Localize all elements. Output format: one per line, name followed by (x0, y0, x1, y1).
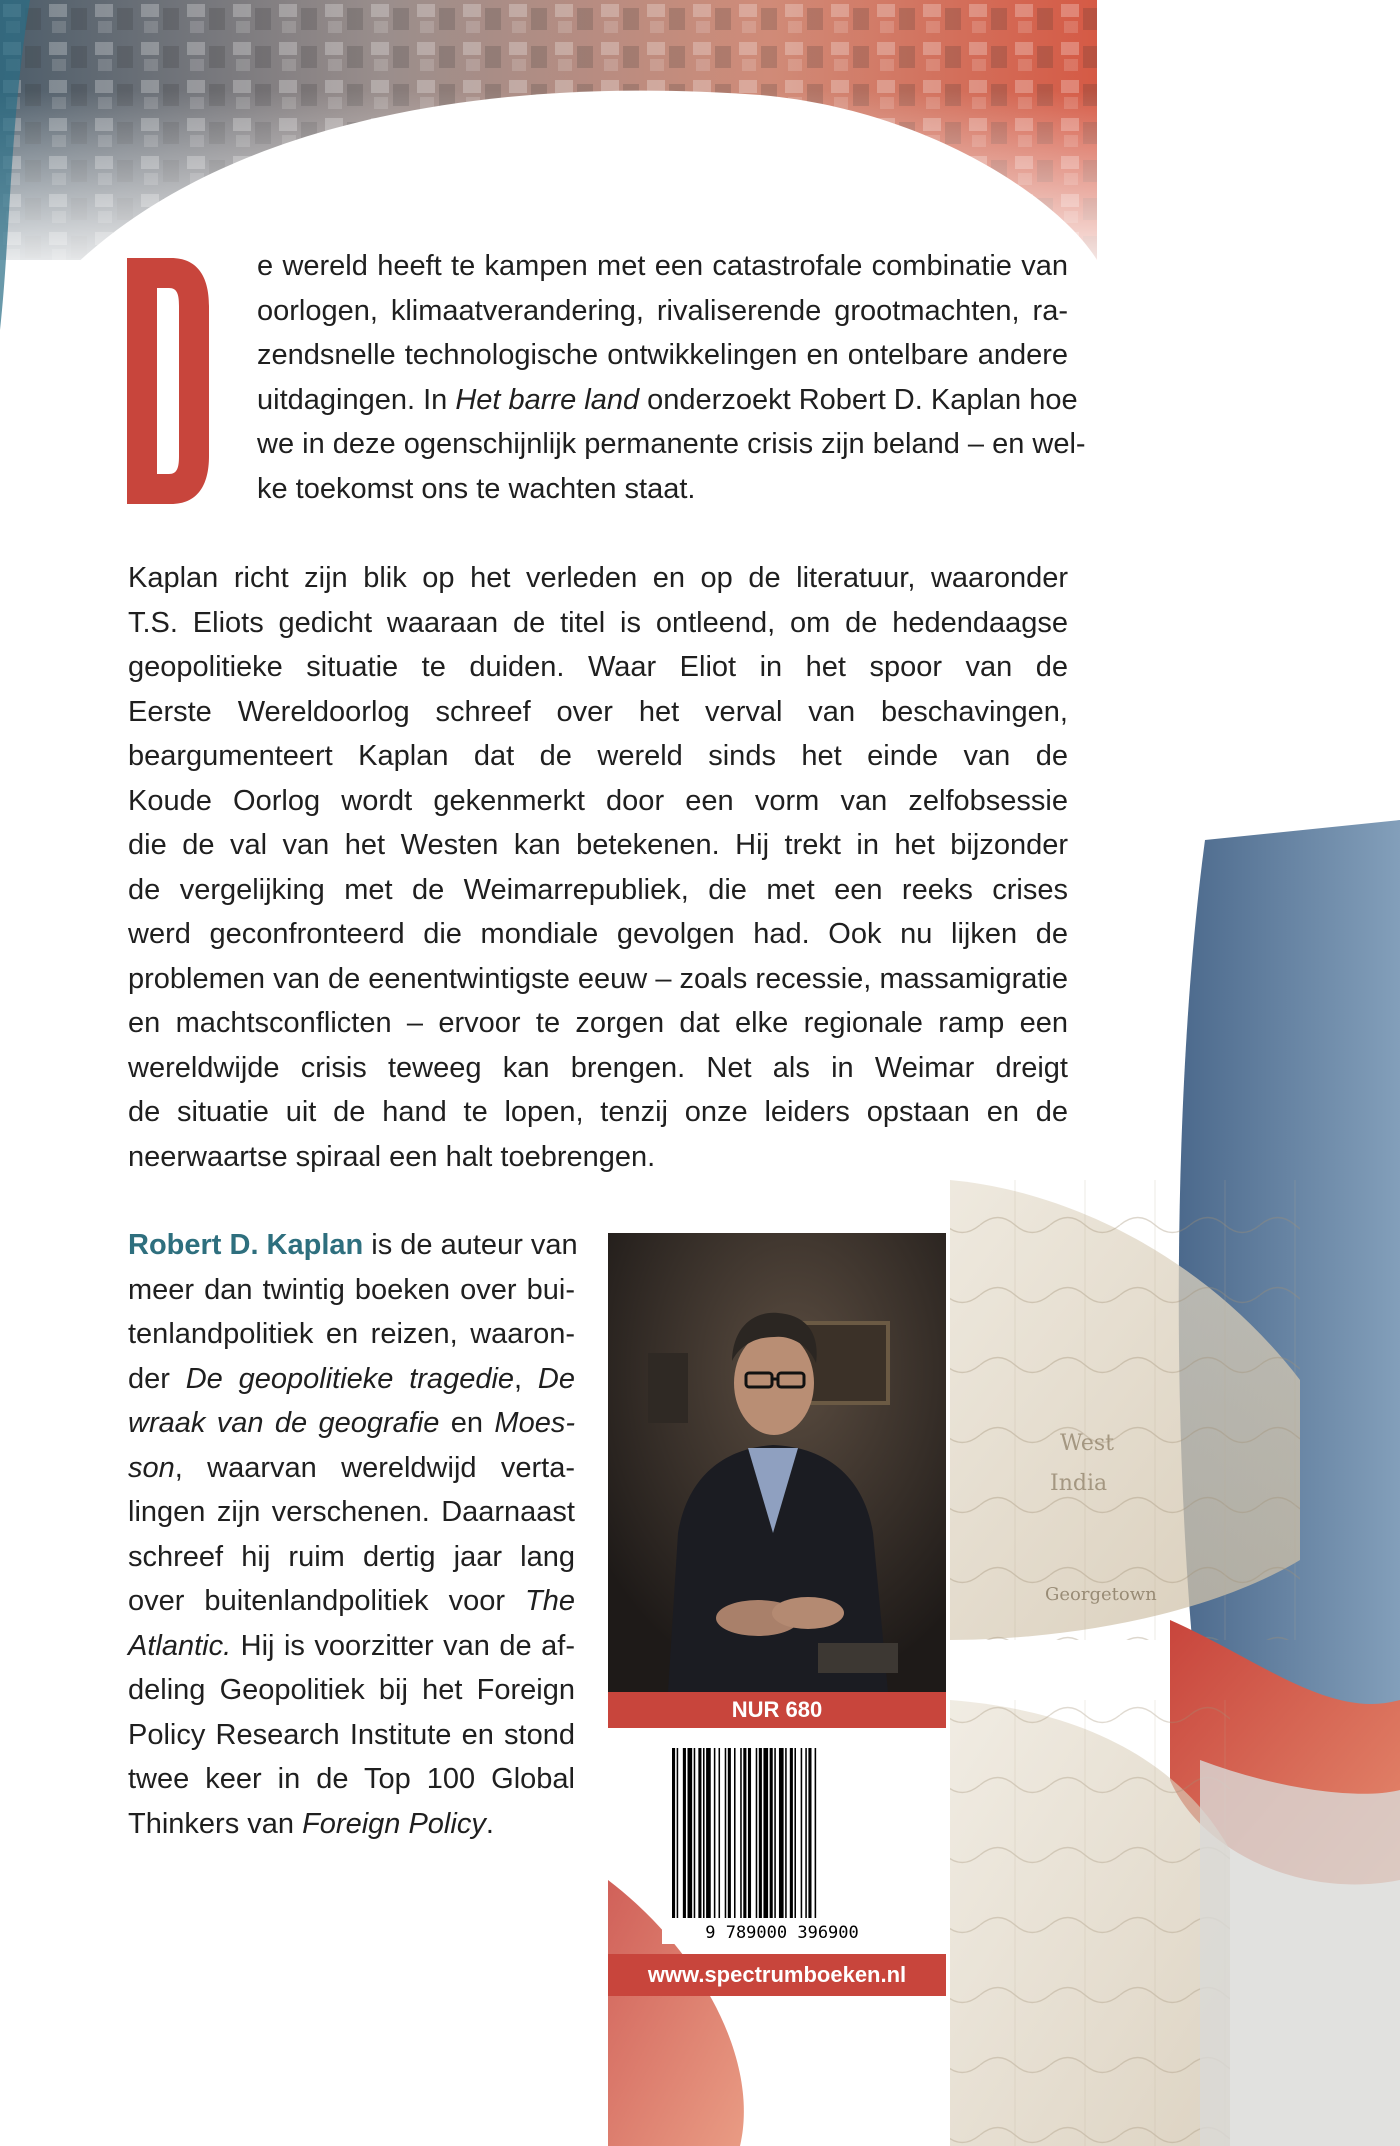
bio-line (128, 1223, 578, 1268)
barcode-bar (805, 1748, 807, 1918)
bio-line: twee keer in de Top 100 Global (128, 1763, 575, 1795)
body-paragraph (128, 556, 1068, 1179)
bio-text: Hij is voorzitter van de af- (231, 1629, 575, 1662)
bio-line: deling Geopolitiek bij het Foreign (128, 1674, 575, 1706)
barcode-bar (756, 1748, 758, 1918)
bio-text: is de auteur van (363, 1229, 578, 1261)
barcode-bar (734, 1748, 736, 1918)
barcode-bar (698, 1748, 701, 1918)
barcode-bar (728, 1748, 731, 1918)
bio-text: der (128, 1362, 186, 1395)
barcode-bar (672, 1748, 675, 1918)
svg-text:India: India (1050, 1471, 1108, 1496)
book-title: De (537, 1362, 575, 1395)
publisher-website-link[interactable]: www.spectrumboeken.nl (608, 1954, 946, 1996)
body-line: wereldwijde crisis teweeg kan brengen. Net als in Weimar dreigt (128, 1051, 1068, 1084)
bio-line (128, 1446, 575, 1491)
bio-text: over buitenlandpolitiek voor (128, 1585, 526, 1617)
isbn-number: 9 789000 396900 (705, 1923, 859, 1943)
author-portrait-image (608, 1233, 946, 1692)
barcode-bar (719, 1748, 721, 1918)
bio-text: en (439, 1407, 495, 1439)
barcode-bar (683, 1748, 686, 1918)
intro-text: uitdagingen. In (257, 383, 456, 416)
bio-line (128, 1401, 575, 1446)
intro-line: oorlogen, klimaatverandering, rivaliserende grootmachten, ra- (257, 294, 1068, 327)
barcode-bar (740, 1748, 742, 1918)
drop-cap-d (127, 258, 209, 504)
intro-line: ke toekomst ons te wachten staat. (257, 472, 696, 505)
barcode-bar (815, 1748, 817, 1918)
nur-code-label: NUR 680 (608, 1692, 946, 1728)
barcode-bar (688, 1748, 693, 1918)
svg-text:West: West (1060, 1431, 1114, 1456)
body-line: Eerste Wereldoorlog schreef over het verval van beschavingen, (128, 695, 1068, 728)
barcode-bar (725, 1748, 727, 1918)
barcode-bar (703, 1748, 705, 1918)
body-line: beargumenteert Kaplan dat de wereld sinds het einde van de (128, 740, 1068, 772)
book-title: Het barre land (455, 383, 640, 416)
barcode-bar (759, 1748, 762, 1918)
intro-paragraph (257, 244, 1086, 511)
author-photo (608, 1233, 946, 1692)
bio-line (128, 1802, 575, 1847)
author-bio (128, 1223, 578, 1846)
bio-text: , waarvan wereldwijd verta- (174, 1451, 575, 1484)
body-line: Koude Oorlog wordt gekenmerkt door een vorm van zelfobsessie (128, 784, 1068, 817)
barcode-bar (770, 1748, 773, 1918)
barcode-bar (779, 1748, 784, 1918)
barcode-bar (763, 1748, 768, 1918)
bio-line: tenlandpolitiek en reizen, waaron- (128, 1318, 575, 1350)
intro-text: onderzoekt Robert D. Kaplan hoe (639, 383, 1078, 416)
barcode-bar (785, 1748, 787, 1918)
publication-title: Atlantic. (128, 1629, 232, 1662)
intro-line (257, 378, 1078, 423)
intro-line: we in deze ogenschijnlijk permanente crisis zijn beland – en wel- (257, 428, 1086, 460)
body-line: Kaplan richt zijn blik op het verleden en op de literatuur, waaronder (128, 562, 1068, 594)
bio-line: meer dan twintig boeken over bui- (128, 1273, 575, 1306)
barcode-bar (748, 1748, 751, 1918)
bio-line (128, 1357, 575, 1402)
barcode-bar (706, 1748, 711, 1918)
intro-line: e wereld heeft te kampen met een catastrofale combinatie van (257, 250, 1068, 282)
barcode-bar (694, 1748, 696, 1918)
barcode-bar (714, 1748, 716, 1918)
book-title: De geopolitieke tragedie (185, 1362, 515, 1395)
svg-text:Georgetown: Georgetown (1045, 1584, 1157, 1605)
isbn-barcode (662, 1744, 902, 1944)
body-line: problemen van de eenentwintigste eeuw – zoals recessie, massamigratie (128, 962, 1068, 995)
barcode-bar (801, 1748, 803, 1918)
book-title: wraak van de geografie (128, 1407, 440, 1439)
bio-line (128, 1624, 575, 1669)
book-title: Moes- (494, 1407, 575, 1439)
body-line: die de val van het Westen kan betekenen. Hij trekt in het bijzonder (128, 829, 1068, 861)
barcode-bar (743, 1748, 746, 1918)
barcode-bar (794, 1748, 796, 1918)
bio-text: , (514, 1362, 538, 1395)
bio-line (128, 1579, 575, 1624)
bio-text: Thinkers van (128, 1807, 303, 1840)
barcode-bar (677, 1748, 679, 1918)
body-line: geopolitieke situatie te duiden. Waar Eliot in het spoor van de (128, 651, 1068, 683)
body-line: werd geconfronteerd die mondiale gevolgen had. Ook nu lijken de (128, 918, 1068, 950)
bio-line: Policy Research Institute en stond (128, 1718, 575, 1751)
body-line: T.S. Eliots gedicht waaraan de titel is ontleend, om de hedendaagse (128, 606, 1068, 639)
bio-line: schreef hij ruim dertig jaar lang (128, 1540, 575, 1573)
barcode-bar (774, 1748, 776, 1918)
barcode-bar (790, 1748, 793, 1918)
body-line: neerwaartse spiraal een halt toebrengen. (128, 1140, 656, 1173)
intro-line: zendsnelle technologische ontwikkelingen en ontelbare andere (257, 339, 1068, 371)
publication-title: The (525, 1585, 575, 1617)
publication-title: Foreign Policy (302, 1807, 486, 1840)
book-title: son (128, 1451, 175, 1484)
bio-line: lingen zijn verschenen. Daarnaast (128, 1496, 575, 1528)
barcode-bar (808, 1748, 811, 1918)
body-line: de vergelijking met de Weimarrepubliek, die met een reeks crises (128, 873, 1068, 906)
body-line: en machtsconflicten – ervoor te zorgen dat elke regionale ramp een (128, 1007, 1068, 1039)
body-line: de situatie uit de hand te lopen, tenzij onze leiders opstaan en de (128, 1096, 1068, 1128)
author-name: Robert D. Kaplan (128, 1229, 364, 1261)
bio-text: . (485, 1807, 494, 1840)
